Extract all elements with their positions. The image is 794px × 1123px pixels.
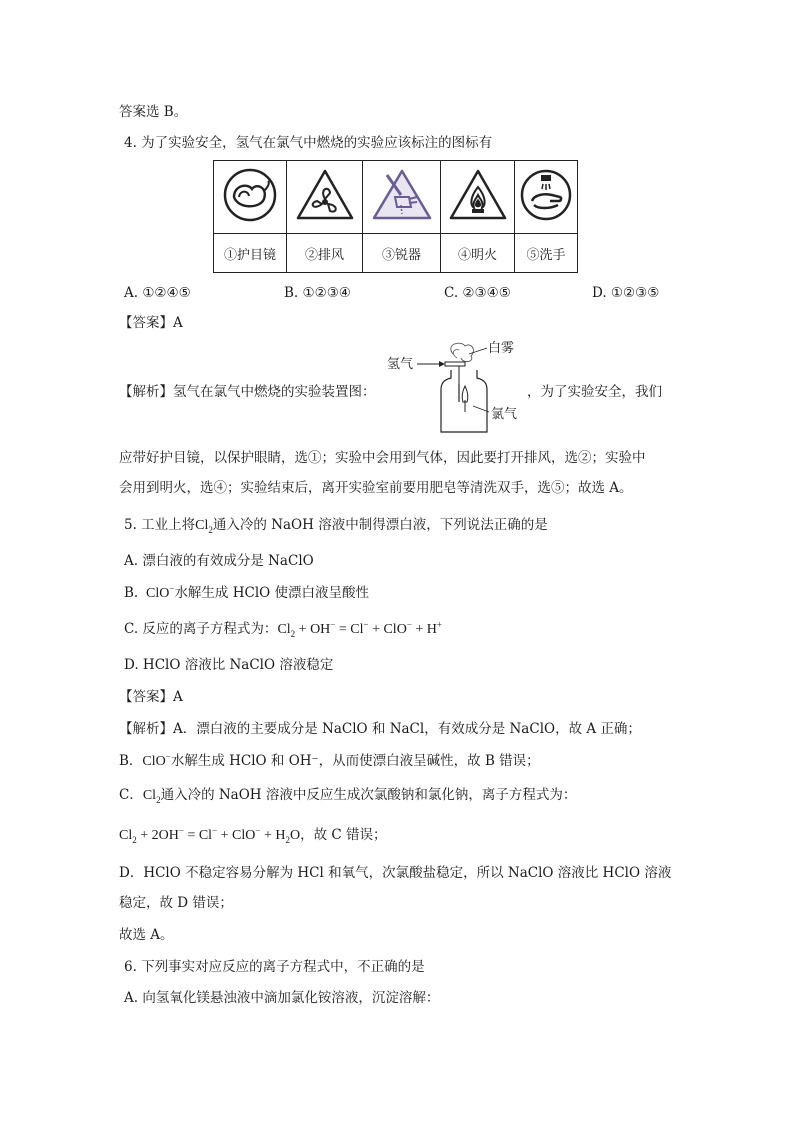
hydrogen-chlorine-apparatus-figure <box>383 340 523 435</box>
q5-option-d: D. HClO 溶液比 NaClO 溶液稳定 <box>124 657 334 673</box>
q5-analysis-b-pre: B． <box>119 753 143 769</box>
hypochlorite-ion: ClO− <box>142 751 171 769</box>
q5-answer: 【答案】A <box>119 689 183 705</box>
q5-option-c <box>124 620 442 639</box>
cl2-formula: $Cl_2$ <box>142 788 161 805</box>
safety-icon-table <box>213 160 578 273</box>
q5-stem-pre: 5. 工业上将 <box>124 517 196 533</box>
q4-option-c: C. ②③④⑤ <box>444 285 511 301</box>
q5-conclusion: 故选 A。 <box>119 927 174 943</box>
q5-analysis-c-pre: C． <box>119 787 143 803</box>
q5-analysis-c-post: 通入冷的 NaOH 溶液中反应生成次氯酸钠和氯化钠，离子方程式为： <box>160 787 577 803</box>
equation-c: $Cl_2 + OH^- = Cl^- + ClO^- + H^+$ <box>277 619 442 639</box>
sharp-object-icon-cell <box>363 161 441 234</box>
icon-label: ①护目镜 <box>214 234 287 273</box>
q5-stem <box>124 516 548 535</box>
previous-answer: 答案选 B。 <box>119 104 188 120</box>
wash-hands-icon <box>518 167 574 223</box>
cl2-formula: $Cl_2$ <box>195 518 213 535</box>
wash-hands-icon-cell <box>515 161 578 234</box>
q5-analysis-d1: D．HClO 不稳定容易分解为 HCl 和氧气，次氯酸盐稳定，所以 NaClO 溶液比 HClO 溶液 <box>119 865 672 881</box>
q5-analysis-a: 【解析】A．漂白液的主要成分是 NaClO 和 NaCl，有效成分是 NaClO，故 A 正确； <box>119 721 641 737</box>
chlorine-label: 氯气 <box>491 407 518 422</box>
q4-stem: 4. 为了实验安全，氢气在氯气中燃烧的实验应该标注的图标有 <box>124 135 493 151</box>
fan-icon <box>295 167 355 223</box>
q4-option-b: B. ①②③④ <box>284 285 351 301</box>
icon-label: ⑤洗手 <box>515 234 578 273</box>
q4-analysis-tail: ，为了实验安全，我们 <box>527 384 662 400</box>
fan-icon-cell <box>287 161 363 234</box>
q4-analysis-lead: 【解析】氢气在氯气中燃烧的实验装置图： <box>119 384 376 400</box>
icon-label: ②排风 <box>287 234 363 273</box>
q5-option-a: A. 漂白液的有效成分是 NaClO <box>124 553 314 569</box>
white-fog-label: 白雾 <box>488 341 515 356</box>
q5-analysis-c-equation <box>119 826 387 845</box>
q5-analysis-c-tail: ，故 C 错误； <box>300 827 387 843</box>
q5-analysis-b <box>119 752 540 771</box>
open-flame-icon-cell <box>441 161 515 234</box>
q6-option-a: A. 向氢氧化镁悬浊液中滴加氯化铵溶液，沉淀溶解： <box>124 990 440 1006</box>
sharp-object-icon <box>371 167 433 223</box>
q5-stem-post: 通入冷的 NaOH 溶液中制得漂白液，下列说法正确的是 <box>212 517 548 533</box>
q4-analysis-line2: 应带好护目镜，以保护眼睛，选①；实验中会用到气体，因此要打开排风，选②；实验中 <box>119 450 646 466</box>
open-flame-icon <box>448 167 508 223</box>
q5-analysis-d2: 稳定，故 D 错误； <box>119 895 233 911</box>
q6-stem: 6. 下列事实对应反应的离子方程式中，不正确的是 <box>124 959 425 975</box>
icon-label: ④明火 <box>441 234 515 273</box>
q5-analysis-c <box>119 786 576 805</box>
icon-label: ③锐器 <box>363 234 441 273</box>
q5-option-b <box>124 584 369 603</box>
q5-analysis-b-post: 水解生成 HClO 和 OH⁻，从而使漂白液呈碱性，故 B 错误； <box>170 753 540 769</box>
q5-option-b-post: 水解生成 HClO 使漂白液呈酸性 <box>174 585 370 601</box>
hypochlorite-ion: ClO− <box>142 583 175 601</box>
q4-answer: 【答案】A <box>119 315 183 331</box>
correct-equation: $Cl_2 + 2OH^- = Cl^- + ClO^- + H_2O$ <box>119 825 301 845</box>
q4-analysis-line3: 会用到明火，选④；实验结束后，离开实验室前要用肥皂等清洗双手，选⑤；故选 A。 <box>119 480 633 496</box>
q5-option-c-pre: C. 反应的离子方程式为： <box>124 621 278 637</box>
q4-option-a: A. ①②④⑤ <box>124 285 191 301</box>
goggles-icon <box>222 167 278 223</box>
q5-option-b-pre: B. <box>124 585 139 601</box>
goggles-icon-cell <box>214 161 287 234</box>
hydrogen-label: 氢气 <box>387 357 414 372</box>
q4-option-d: D. ①②③⑤ <box>592 285 660 301</box>
